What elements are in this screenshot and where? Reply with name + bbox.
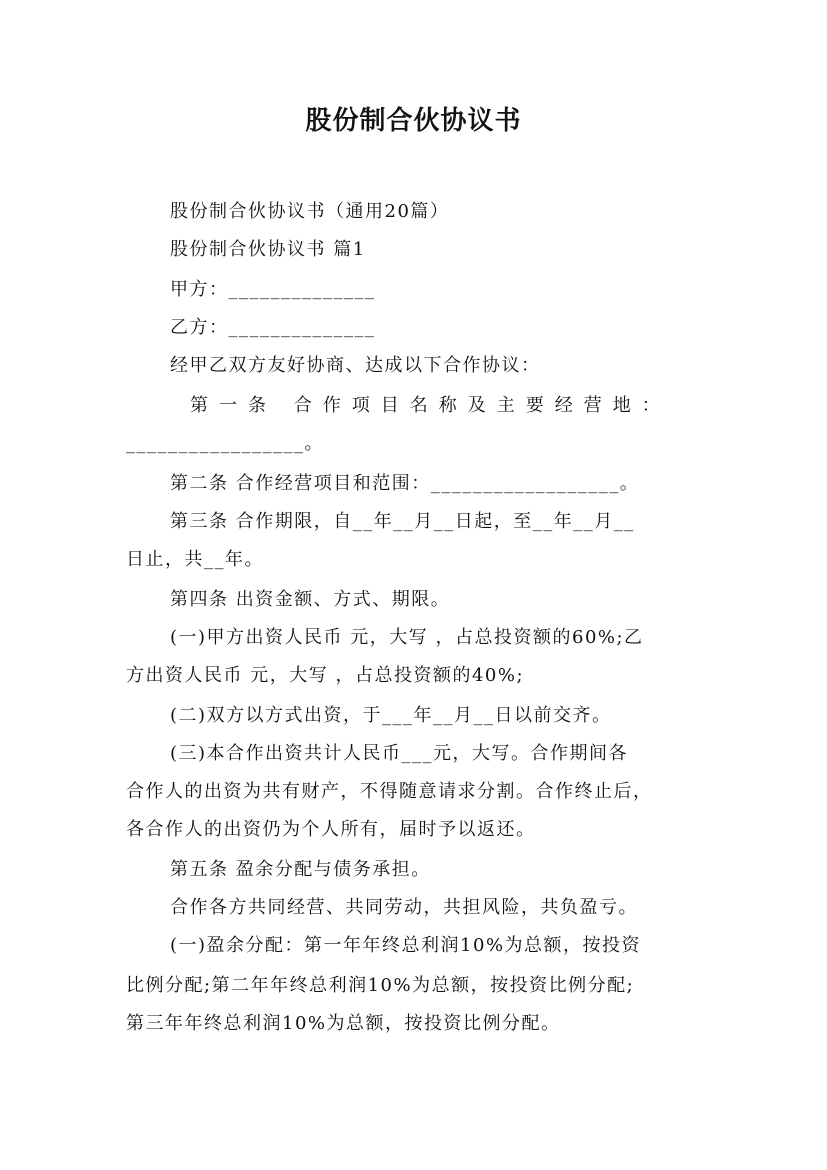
clause-3-line-2: 日止，共__年。	[126, 549, 264, 570]
subtitle-line: 股份制合伙协议书（通用20篇）	[170, 201, 450, 222]
clause-5-paragraph: 合作各方共同经营、共同劳动，共担风险，共负盈亏。	[170, 897, 638, 918]
clause-5-item-1-line-2: 比例分配;第二年年终总利润10%为总额，按投资比例分配;	[126, 975, 635, 996]
clause-4-item-1-line-1: (一)甲方出资人民币 元，大写 ，占总投资额的60%;乙	[170, 627, 644, 648]
clause-4-item-3-line-3: 各合作人的出资仍为个人所有，届时予以返还。	[126, 819, 536, 840]
clause-4-item-3-line-2: 合作人的出资为共有财产，不得随意请求分割。合作终止后，	[126, 781, 653, 802]
clause-5-heading: 第五条 盈余分配与债务承担。	[170, 859, 431, 880]
clause-4-heading: 第四条 出资金额、方式、期限。	[170, 589, 451, 610]
clause-1-line-2: _________________。	[126, 433, 324, 454]
clause-3-line-1: 第三条 合作期限，自__年__月__日起，至__年__月__	[170, 511, 635, 532]
document-title: 股份制合伙协议书	[305, 106, 522, 136]
clause-2-line: 第二条 合作经营项目和范围：__________________。	[170, 473, 640, 494]
clause-5-item-1-line-3: 第三年年终总利润10%为总额，按投资比例分配。	[126, 1013, 561, 1034]
clause-1-line-1: 第一条 合作项目名称及主要经营地：	[190, 395, 671, 416]
clause-4-item-1-line-2: 方出资人民币 元，大写 ，占总投资额的40%;	[126, 665, 525, 686]
clause-5-item-1-line-1: (一)盈余分配：第一年年终总利润10%为总额，按投资	[170, 935, 642, 956]
party-b-line: 乙方：______________	[170, 317, 376, 338]
article-heading: 股份制合伙协议书 篇1	[170, 239, 366, 260]
clause-4-item-3-line-1: (三)本合作出资共计人民币___元，大写。合作期间各	[170, 743, 629, 764]
paragraph-line: 经甲乙双方友好协商、达成以下合作协议：	[170, 355, 541, 376]
clause-4-item-2-line: (二)双方以方式出资，于___年__月__日以前交齐。	[170, 705, 612, 726]
party-a-line: 甲方：______________	[170, 279, 376, 300]
